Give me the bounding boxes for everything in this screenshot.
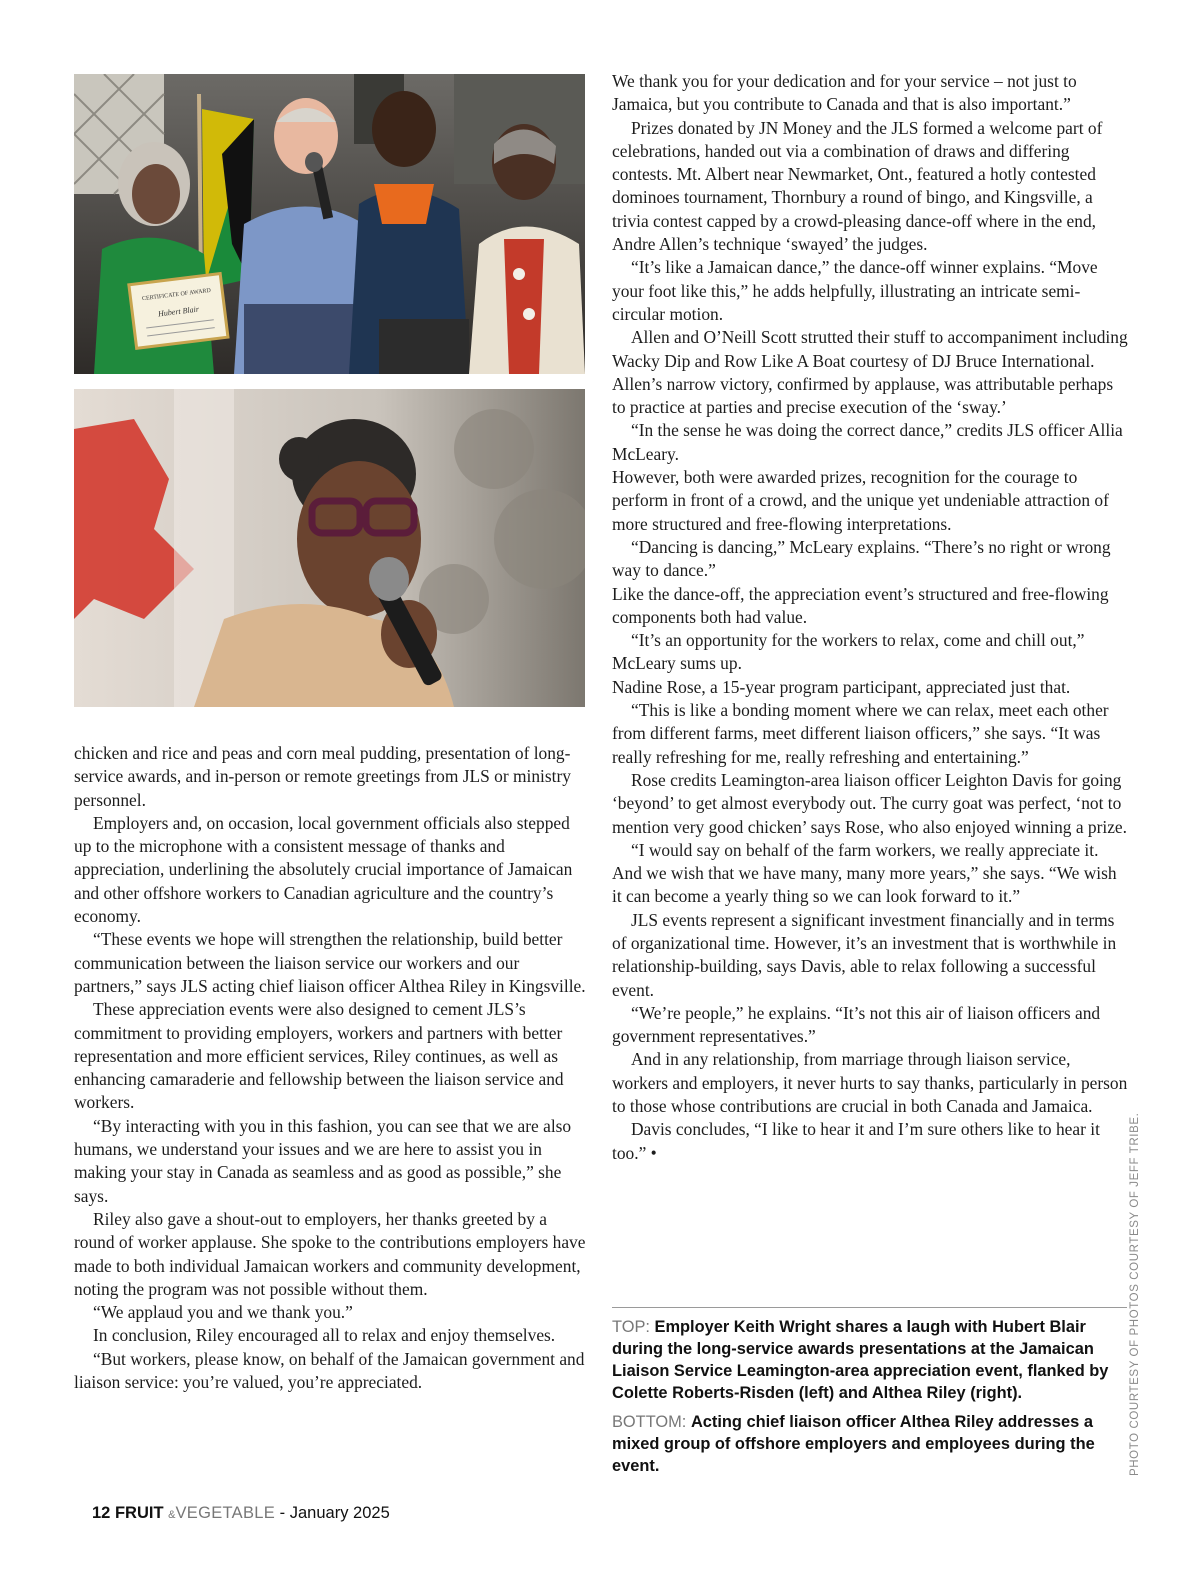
photo-credit: PHOTO COURTESY OF PHOTOS COURTESY OF JEFF TRIBE. xyxy=(1129,1112,1141,1476)
paragraph: Riley also gave a shout-out to employers, her thanks greeted by a round of worker applause. She spoke to the contributions employers have made to both individual Jamaican workers and community development, noting the program was not possible without them. xyxy=(74,1208,586,1299)
page-number: 12 xyxy=(92,1504,111,1522)
paragraph: Prizes donated by JN Money and the JLS formed a welcome part of celebrations, handed out via a combination of draws and differing contests. Mt. Albert near Newmarket, Ont., featured a hotly contested dominoes tournament, Thornbury a round of bingo, and Kingsville, a trivia contest capped by a crowd-pleasing dance-off where in the end, Andre Allen’s technique ‘swayed’ the judges. xyxy=(612,117,1103,255)
caption-bottom-body: Acting chief liaison officer Althea Riley addresses a mixed group of offshore employers and employees during the event. xyxy=(612,1413,1095,1475)
paragraph: “In the sense he was doing the correct dance,” credits JLS officer Allia McLeary. xyxy=(612,420,1123,464)
caption-bottom-lead: BOTTOM: xyxy=(612,1413,687,1431)
paragraph: Rose credits Leamington-area liaison officer Leighton Davis for going ‘beyond’ to get almost everybody out. The curry goat was perfect, ‘not to mention very good chicken’ says Rose, who also enjoyed winning a prize. xyxy=(612,769,1127,837)
article-column-left xyxy=(74,742,586,1394)
caption-divider xyxy=(612,1307,1127,1308)
paragraph: Nadine Rose, a 15-year program participant, appreciated just that. xyxy=(612,676,1071,697)
paragraph: “Dancing is dancing,” McLeary explains. “There’s no right or wrong way to dance.” xyxy=(612,536,1111,581)
paragraph: We thank you for your dedication and for your service – not just to Jamaica, but you contribute to Canada and that is also important.” xyxy=(612,71,1077,115)
paragraph: “It’s an opportunity for the workers to relax, come and chill out,” McLeary sums up. xyxy=(612,630,1085,674)
caption-top-lead: TOP: xyxy=(612,1318,650,1336)
footer-separator: - xyxy=(275,1504,290,1522)
magazine-name-ampersand: & xyxy=(168,1509,176,1521)
certificate-name: Hubert Blair xyxy=(157,304,200,319)
caption-bottom xyxy=(612,1411,1112,1477)
paragraph: “We applaud you and we thank you.” xyxy=(93,1302,353,1323)
page-footer xyxy=(92,1504,390,1523)
photo-riley-speaking xyxy=(74,389,585,707)
photo-award-presentation xyxy=(74,74,585,374)
paragraph: “I would say on behalf of the farm workers, we really appreciate it. And we wish that we have many, many more years,” she says. “We wish it can become a yearly thing so we can look forward to it.” xyxy=(612,839,1117,907)
paragraph: chicken and rice and peas and corn meal pudding, presentation of long-service awards, and in-person or remote greetings from JLS or ministry personnel. xyxy=(74,743,571,810)
paragraph: However, both were awarded prizes, recognition for the courage to perform in front of a crowd, and the unique yet undeniable attraction of more structured and free-flowing interpretations. xyxy=(612,467,1109,534)
speaker-photo-illustration xyxy=(74,389,585,707)
award-photo-illustration xyxy=(74,74,585,374)
paragraph: In conclusion, Riley encouraged all to relax and enjoy themselves. xyxy=(93,1325,556,1346)
paragraph: And in any relationship, from marriage through liaison service, workers and employers, it never hurts to say thanks, particularly in person to those whose contributions are crucial in both Canada and Jamaica. xyxy=(612,1049,1128,1117)
paragraph: Allen and O’Neill Scott strutted their stuff to accompaniment including Wacky Dip and Row Like A Boat courtesy of DJ Bruce International. Allen’s narrow victory, confirmed by applause, was attributable perhaps to practice at parties and precise execution of the ‘sway.’ xyxy=(612,327,1128,418)
paragraph: JLS events represent a significant investment financially and in terms of organizational time. However, it’s an investment that is worthwhile in relationship-building, says Davis, able to relax following a successful event. xyxy=(612,909,1117,1000)
paragraph: “But workers, please know, on behalf of the Jamaican government and liaison service: you’re valued, you’re appreciated. xyxy=(74,1348,585,1393)
issue-date: January 2025 xyxy=(289,1504,390,1522)
paragraph: “By interacting with you in this fashion, you can see that we are also humans, we understand your issues and we are here to assist you in making your stay in Canada as seamless and as good as possible,” she says. xyxy=(74,1115,572,1206)
paragraph: These appreciation events were also designed to cement JLS’s commitment to providing employers, workers and partners with better representation and more efficient services, Riley continues, as well as enhancing camaraderie and fellowship between the liaison service and workers. xyxy=(74,999,564,1113)
caption-top xyxy=(612,1316,1112,1404)
certificate-title: CERTIFICATE OF AWARD xyxy=(141,287,212,303)
magazine-name-vegetable: VEGETABLE xyxy=(175,1504,276,1522)
caption-top-body: Employer Keith Wright shares a laugh with Hubert Blair during the long-service awards presentations at the Jamaican Liaison Service Leamington-area appreciation event, flanked by Colette Roberts-Risden (left) and Althea Riley (right). xyxy=(612,1318,1109,1402)
paragraph: Employers and, on occasion, local government officials also stepped up to the microphone with a consistent message of thanks and appreciation, underlining the absolutely crucial importance of Jamaican and other offshore workers to Canadian agriculture and the country’s economy. xyxy=(74,812,573,927)
paragraph: “This is like a bonding moment where we can relax, meet each other from different farms, meet different liaison officers,” she says. “It was really refreshing for me, really refreshing and entertaining.” xyxy=(612,700,1109,767)
paragraph: “We’re people,” he explains. “It’s not this air of liaison officers and government representatives.” xyxy=(612,1002,1101,1047)
paragraph: Like the dance-off, the appreciation event’s structured and free-flowing components both had value. xyxy=(612,583,1109,627)
paragraph: Davis concludes, “I like to hear it and I’m sure others like to hear it too.” • xyxy=(612,1119,1100,1163)
paragraph: “These events we hope will strengthen the relationship, build better communication between the liaison service our workers and our partners,” says JLS acting chief liaison officer Althea Riley in Kingsville. xyxy=(74,929,586,996)
magazine-name-fruit: FRUIT xyxy=(114,1504,164,1522)
photo-captions xyxy=(612,1316,1112,1484)
article-column-right xyxy=(612,70,1128,1165)
paragraph: “It’s like a Jamaican dance,” the dance-off winner explains. “Move your foot like this,” he adds helpfully, illustrating an intricate semi-circular motion. xyxy=(612,257,1098,324)
